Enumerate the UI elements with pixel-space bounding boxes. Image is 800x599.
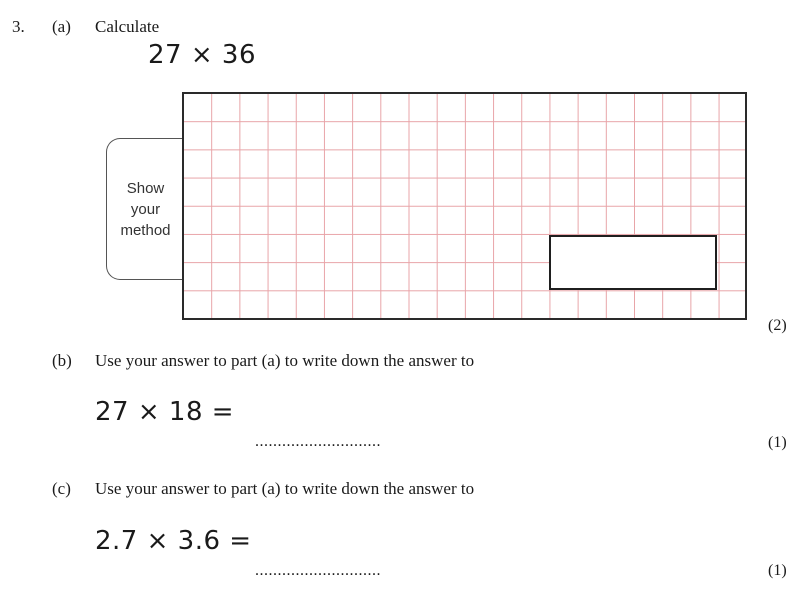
part-a-instruction: Calculate bbox=[95, 17, 160, 36]
part-a-marks: (2) bbox=[768, 317, 787, 334]
part-a-expression: 27 × 36 bbox=[148, 40, 256, 70]
method-label: Show your method bbox=[120, 179, 171, 239]
part-b-instruction: Use your answer to part (a) to write down the answer to bbox=[95, 351, 475, 370]
part-c-instruction: Use your answer to part (a) to write down the answer to bbox=[95, 479, 475, 498]
part-c-answer-line[interactable]: ............................ bbox=[255, 562, 381, 579]
question-number: 3. bbox=[12, 17, 25, 36]
part-c-marks: (1) bbox=[768, 562, 787, 579]
answer-box[interactable] bbox=[549, 235, 717, 290]
part-b-marks: (1) bbox=[768, 434, 787, 451]
method-tab bbox=[106, 138, 184, 280]
part-b-label: (b) bbox=[52, 351, 72, 370]
part-c-expression: 2.7 × 3.6 = bbox=[95, 526, 252, 556]
part-b-expression: 27 × 18 = bbox=[95, 397, 235, 427]
part-c-label: (c) bbox=[52, 479, 71, 498]
part-b-answer-line[interactable]: ............................ bbox=[255, 433, 381, 450]
part-a-label: (a) bbox=[52, 17, 71, 36]
